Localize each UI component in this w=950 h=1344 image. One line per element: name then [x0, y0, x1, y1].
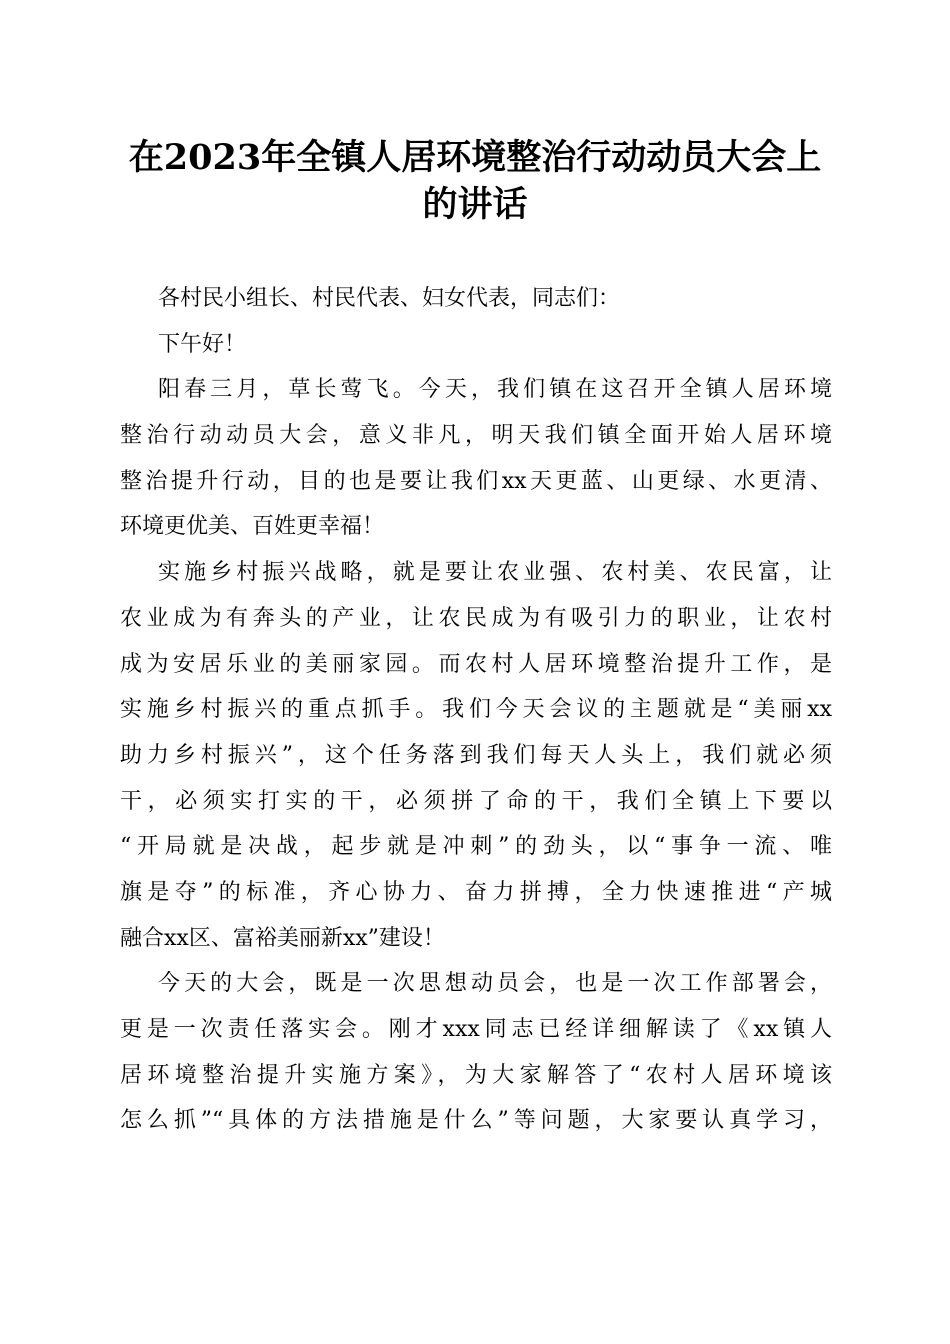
- body-line: 整治提升行动，目的也是要让我们xx天更蓝、山更绿、水更清、: [120, 468, 832, 494]
- body-line: 怎么抓”“具体的方法措施是什么”等问题，大家要认真学习，: [120, 1108, 832, 1134]
- title-line-1: 在2023年全镇人居环境整治行动动员大会上: [128, 137, 822, 178]
- document-title: [100, 134, 850, 228]
- body-line: “开局就是决战，起步就是冲刺”的劲头，以“事争一流、唯: [120, 834, 832, 860]
- body-line: 旗是夺”的标准，齐心协力、奋力拼搏，全力快速推进“产城: [120, 879, 832, 905]
- body-line: 下午好！: [158, 331, 247, 357]
- body-line: 实施乡村振兴的重点抓手。我们今天会议的主题就是“美丽xx: [120, 697, 832, 723]
- body-line: 各村民小组长、村民代表、妇女代表，同志们：: [158, 286, 621, 311]
- title-line-2: 的讲话: [422, 184, 528, 225]
- body-line: 阳春三月，草长莺飞。今天，我们镇在这召开全镇人居环境: [158, 377, 832, 403]
- body-line: 助力乡村振兴”，这个任务落到我们每天人头上，我们就必须: [120, 742, 832, 768]
- body-line: 干，必须实打实的干，必须拼了命的干，我们全镇上下要以: [120, 788, 832, 814]
- body-line: 更是一次责任落实会。刚才xxx同志已经详细解读了《xx镇人: [120, 1017, 832, 1042]
- body-line: 融合xx区、富裕美丽新xx”建设！: [120, 925, 445, 951]
- body-line: 居环境整治提升实施方案》，为大家解答了“农村人居环境该: [120, 1062, 832, 1088]
- document-body: [120, 276, 832, 1144]
- body-line: 整治行动动员大会，意义非凡，明天我们镇全面开始人居环境: [120, 423, 832, 449]
- body-line: 环境更优美、百姓更幸福！: [120, 514, 385, 540]
- body-line: 成为安居乐业的美丽家园。而农村人居环境整治提升工作，是: [120, 651, 832, 677]
- body-line: 今天的大会，既是一次思想动员会，也是一次工作部署会，: [158, 971, 832, 997]
- body-line: 实施乡村振兴战略，就是要让农业强、农村美、农民富，让: [158, 560, 832, 586]
- body-line: 农业成为有奔头的产业，让农民成为有吸引力的职业，让农村: [120, 605, 832, 631]
